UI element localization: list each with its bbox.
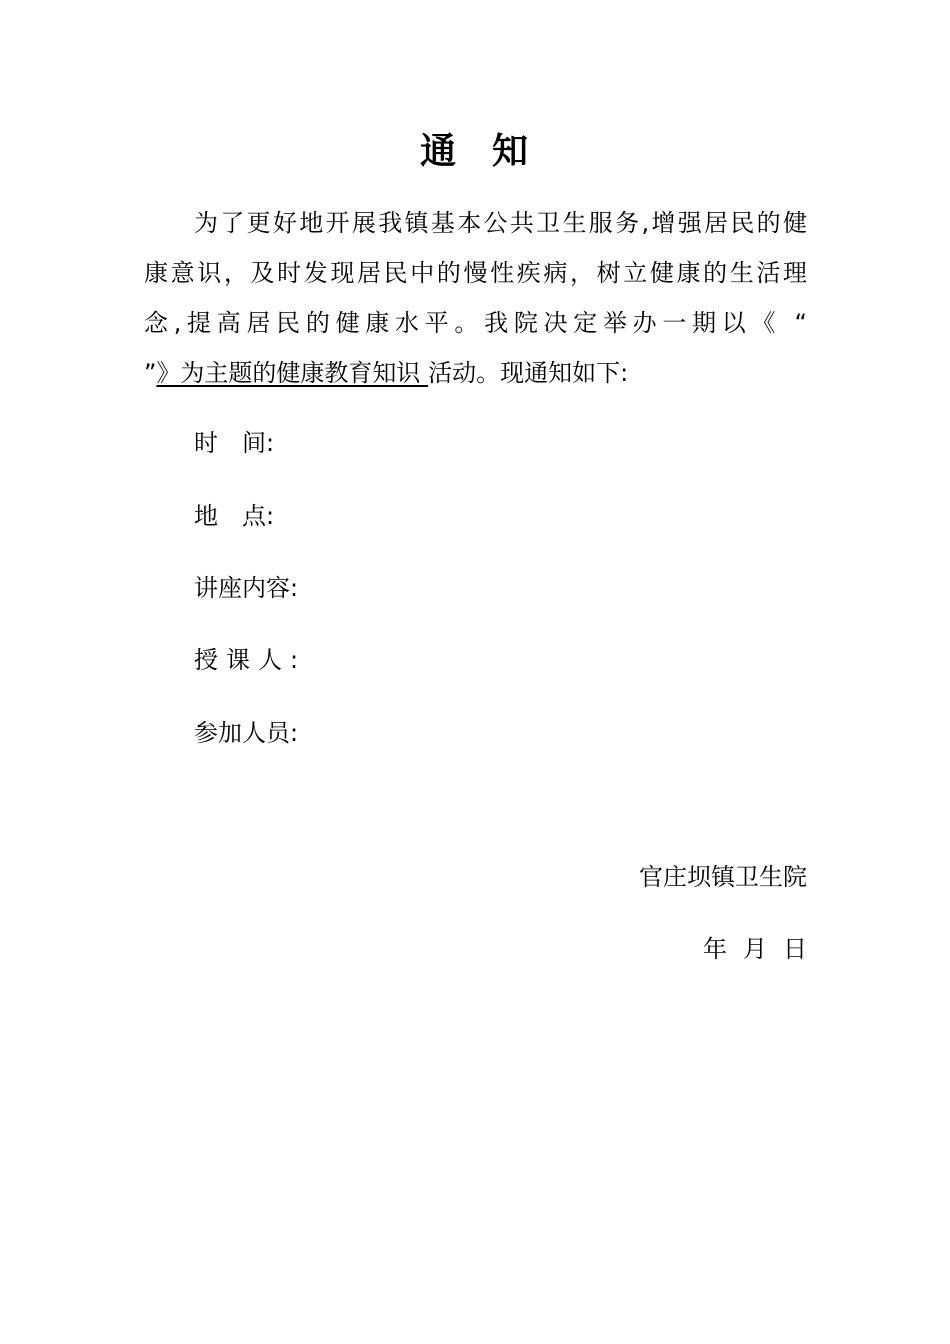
lecturer-label: 授课人: <box>194 646 307 674</box>
attendees-field <box>194 717 298 749</box>
notice-paragraph <box>144 198 807 398</box>
paragraph-line-1: 为了更好地开展我镇基本公共卫生服务,增强居民的健 <box>194 209 807 237</box>
lecture-content-field <box>194 572 298 604</box>
paragraph-line-4 <box>144 348 807 398</box>
signature-date <box>703 933 807 965</box>
paragraph-line-2: 康意识，及时发现居民中的慢性疾病，树立健康的生活理 <box>144 259 807 287</box>
time-label: 时 间: <box>194 429 275 457</box>
activity-text: 活动。现通知如下: <box>428 359 629 387</box>
date-year: 年 <box>703 935 727 963</box>
date-month: 月 <box>743 935 767 963</box>
paragraph-line-3: 念,提高居民的健康水平。我院决定举办一期以《 “ <box>144 309 807 337</box>
lecturer-field <box>194 644 306 676</box>
title-char-1: 通 <box>419 131 458 172</box>
attendees-label: 参加人员: <box>194 719 299 747</box>
underlined-topic: 》为主题的健康教育知识 <box>156 359 429 387</box>
date-day: 日 <box>783 935 807 963</box>
lecture-content-label: 讲座内容: <box>194 574 299 602</box>
signature-organization: 官庄坝镇卫生院 <box>639 863 807 891</box>
time-field <box>194 427 274 459</box>
title-char-2: 知 <box>492 131 531 172</box>
place-label: 地 点: <box>194 502 275 530</box>
place-field <box>194 500 274 532</box>
page-title <box>0 128 950 176</box>
closing-quote: ” <box>144 359 157 387</box>
